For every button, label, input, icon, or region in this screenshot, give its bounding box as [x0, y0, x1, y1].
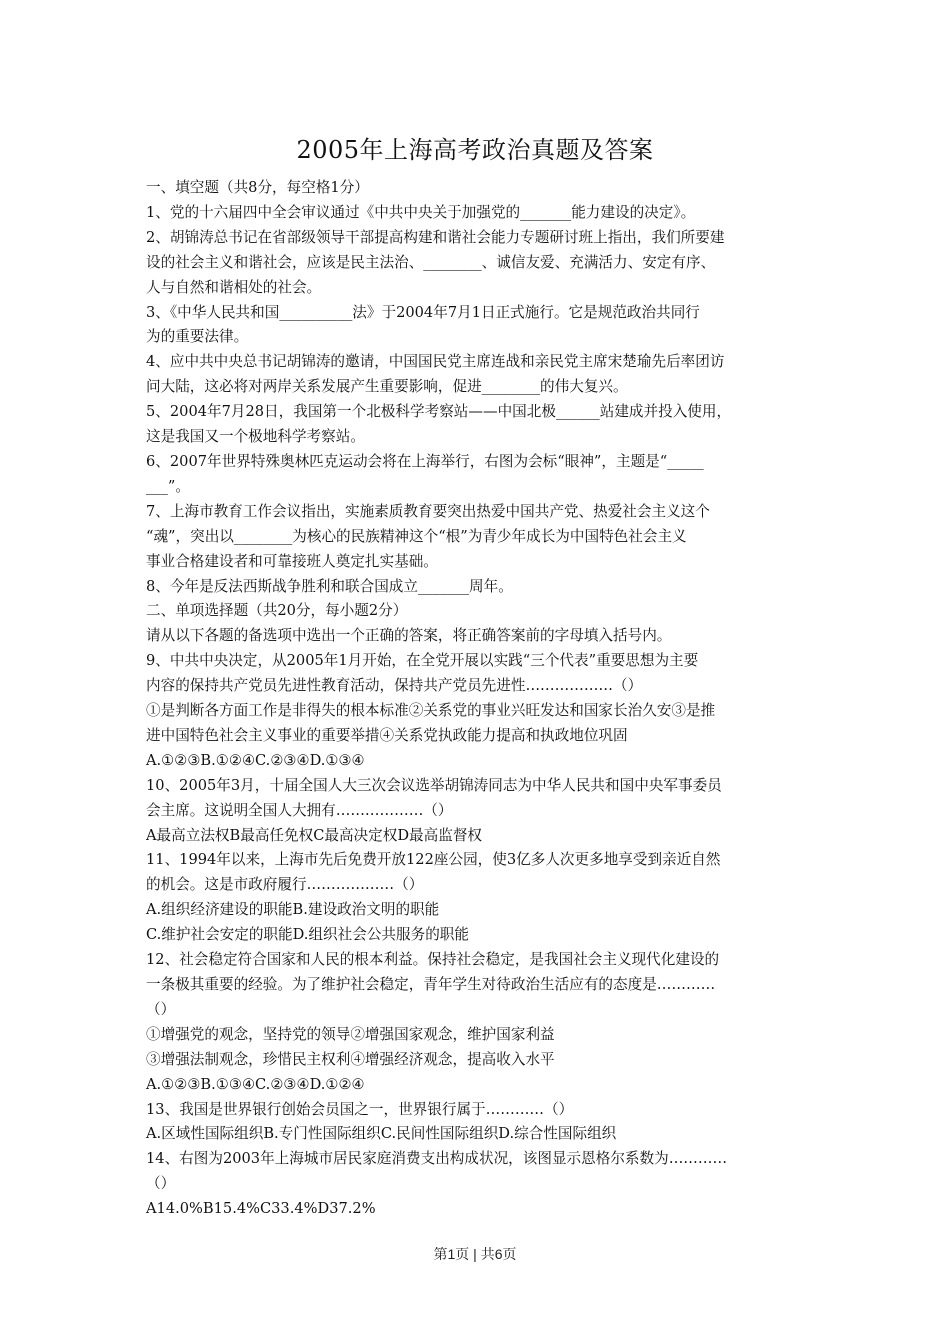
document-title: 2005年上海高考政治真题及答案 — [296, 136, 654, 164]
text-line: A.组织经济建设的职能B.建设政治文明的职能 — [146, 901, 440, 919]
text-line: 问大陆，这必将对两岸关系发展产生重要影响，促进________的伟大复兴。 — [146, 378, 628, 396]
document-body — [146, 176, 811, 1222]
text-line: ③增强法制观念，珍惜民主权利④增强经济观念，提高收入水平 — [146, 1050, 555, 1068]
text-line: ①是判断各方面工作是非得失的根本标准②关系党的事业兴旺发达和国家长治久安③是推 — [146, 702, 716, 720]
text-line: 1、党的十六届四中全会审议通过《中共中央关于加强党的_______能力建设的决定》。 — [146, 203, 696, 221]
text-line: 9、中共中央决定，从2005年1月开始，在全党开展以实践“三个代表”重要思想为主要 — [146, 652, 699, 670]
text-line: 会主席。这说明全国人大拥有………………（） — [146, 801, 453, 819]
text-line: A14.0%B15.4%C33.4%D37.2% — [146, 1200, 376, 1218]
text-line: 进中国特色社会主义事业的重要举措④关系党执政能力提高和执政地位巩固 — [146, 726, 628, 744]
text-line: 13、我国是世界银行创始会员国之一，世界银行属于…………（） — [146, 1100, 574, 1118]
text-line: 2、胡锦涛总书记在省部级领导干部提高构建和谐社会能力专题研讨班上指出，我们所要建 — [146, 228, 725, 246]
text-line: “魂”，突出以________为核心的民族精神这个“根”为青少年成长为中国特色社会主义 — [146, 527, 687, 545]
text-line: C.维护社会安定的职能D.组织社会公共服务的职能 — [146, 926, 469, 944]
text-line: 4、应中共中央总书记胡锦涛的邀请，中国国民党主席连战和亲民党主席宋楚瑜先后率团访 — [146, 353, 725, 371]
text-line: 请从以下各题的备选项中选出一个正确的答案，将正确答案前的字母填入括号内。 — [146, 627, 672, 645]
text-line: 一、填空题（共8分，每空格1分） — [146, 179, 369, 196]
text-line: ①增强党的观念，坚持党的领导②增强国家观念，维护国家利益 — [146, 1025, 555, 1043]
text-line: 3、《中华人民共和国__________法》于2004年7月1日正式施行。它是规范政治共同行 — [146, 303, 700, 321]
text-line: 为的重要法律。 — [146, 328, 249, 346]
text-line: 二、单项选择题（共20分，每小题2分） — [146, 602, 408, 620]
text-line: 12、社会稳定符合国家和人民的根本利益。保持社会稳定，是我国社会主义现代化建设的 — [146, 951, 720, 969]
text-line: 14、右图为2003年上海城市居民家庭消费支出构成状况，该图显示恩格尔系数为………… — [146, 1150, 728, 1168]
text-line: 11、1994年以来，上海市先后免费开放122座公园，使3亿多人次更多地享受到亲近自然 — [146, 851, 721, 869]
page-footer: 第1页 | 共6页 — [433, 1246, 517, 1262]
text-line: 10、2005年3月，十届全国人大三次会议选举胡锦涛同志为中华人民共和国中央军事委员 — [146, 776, 722, 794]
text-line: 7、上海市教育工作会议指出，实施素质教育要突出热爱中国共产党、热爱社会主义这个 — [146, 502, 710, 520]
text-line: ___”。 — [146, 477, 190, 495]
text-line: 的机会。这是市政府履行………………（） — [146, 876, 424, 894]
text-line: 一条极其重要的经验。为了维护社会稳定，青年学生对待政治生活应有的态度是………… — [146, 976, 716, 993]
text-line: 内容的保持共产党员先进性教育活动，保持共产党员先进性………………（） — [146, 677, 643, 695]
text-line: 设的社会主义和谐社会，应该是民主法治、________、诚信友爱、充满活力、安定有序、 — [146, 253, 716, 271]
text-line: （） — [146, 1000, 176, 1018]
text-line: （） — [146, 1175, 176, 1193]
text-line: 事业合格建设者和可靠接班人奠定扎实基础。 — [146, 552, 438, 570]
text-line: A.①②③B.①③④C.②③④D.①②④ — [146, 1075, 365, 1093]
text-line: 8、今年是反法西斯战争胜利和联合国成立_______周年。 — [146, 577, 513, 595]
text-line: 人与自然和谐相处的社会。 — [146, 278, 322, 296]
text-line: A.①②③B.①②④C.②③④D.①③④ — [146, 751, 365, 769]
text-line: 5、2004年7月28日，我国第一个北极科学考察站——中国北极______站建成并投入使用， — [146, 403, 732, 421]
text-line: 这是我国又一个极地科学考察站。 — [146, 428, 365, 446]
text-line: A.区域性国际组织B.专门性国际组织C.民间性国际组织D.综合性国际组织 — [146, 1125, 617, 1143]
text-line: A最高立法权B最高任免权C最高决定权D最高监督权 — [146, 826, 483, 844]
text-line: 6、2007年世界特殊奥林匹克运动会将在上海举行，右图为会标“眼神”，主题是“_____ — [146, 452, 704, 470]
